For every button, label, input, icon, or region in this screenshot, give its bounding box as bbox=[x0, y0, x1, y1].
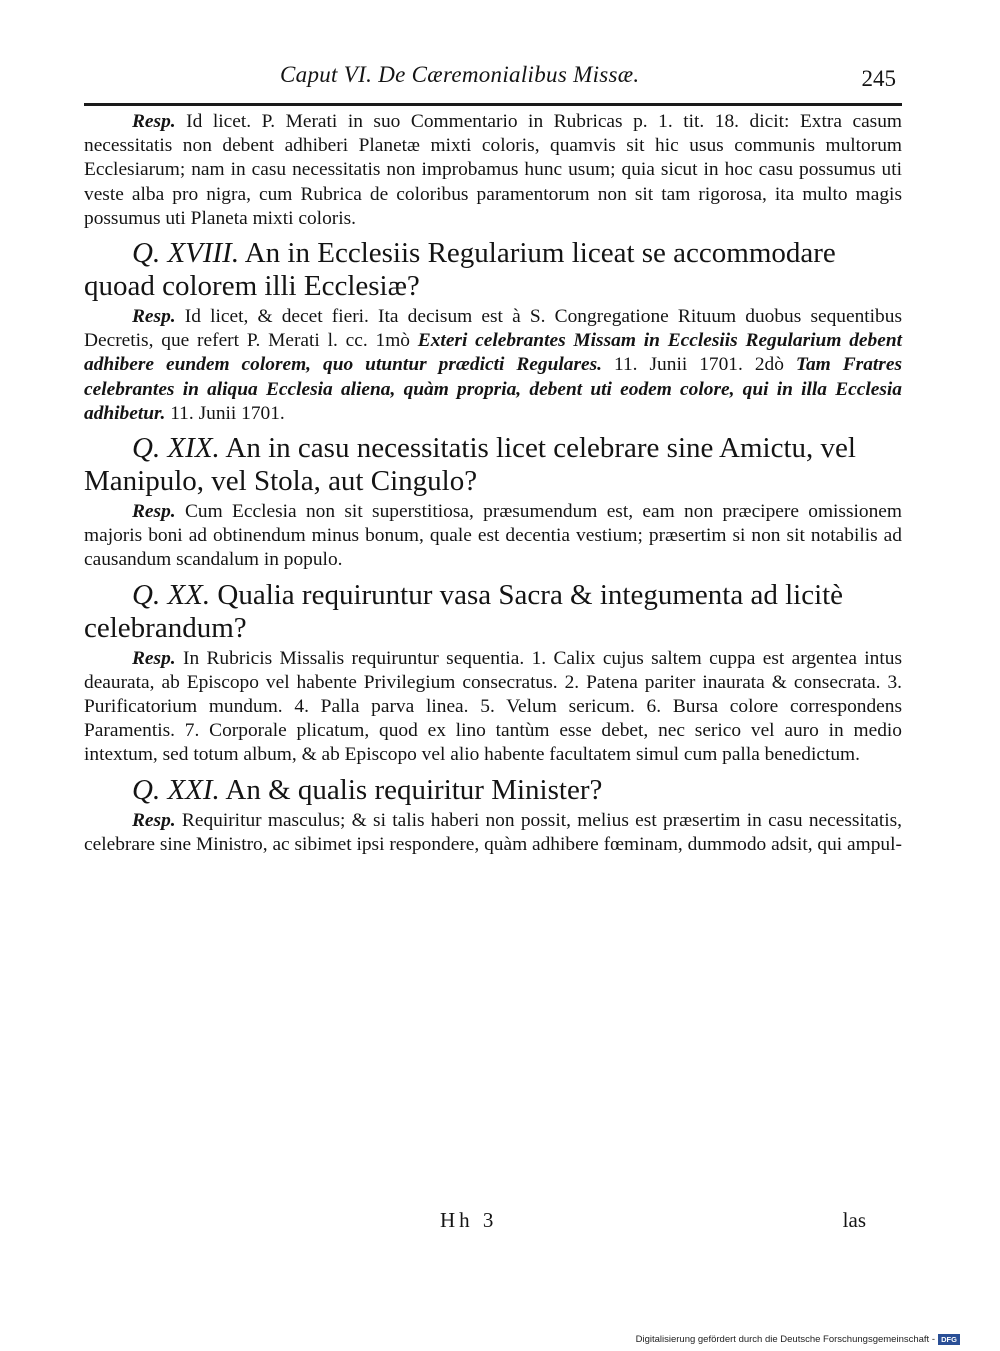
response-text: Id licet. P. Merati in suo Commentario in Rubricas p. 1. tit. 18. dicit: Extra casum necessitatis non debent adhiberi Planetæ mixti coloris, quamvis sit hic usus communis multorum Ecclesiarum; nam in casu necessitatis non improbamus hunc usum; quia sicut in hoc casu possumus uti veste alba pro nigra, cum Rubrica de coloribus paramentorum non sit tam rigorosa, ita multo magis possumus uti Planeta mixti coloris. bbox=[84, 111, 902, 229]
response-label: Resp. bbox=[132, 809, 176, 831]
page-footer bbox=[84, 1208, 902, 1236]
question-number: Q. XXI. bbox=[132, 773, 220, 806]
question-number: Q. XVIII. bbox=[132, 237, 240, 270]
response-paragraph bbox=[84, 647, 902, 768]
credit-text: Digitalisierung gefördert durch die Deutsche Forschungsgemeinschaft - bbox=[635, 1334, 935, 1346]
question-text: An & qualis requiritur Minister? bbox=[219, 773, 603, 806]
response-text: Cum Ecclesia non sit superstitiosa, præsumendum est, eam non præcipere omissionem majoris boni ad obtinendum minus bonum, quale est decentia vestium; præsertim si non sit notabilis ad causandum scandalum in populo. bbox=[84, 501, 902, 571]
header-rule bbox=[84, 103, 902, 106]
decree-citation: Tam Fratres celebrantes in aliqua Ecclesia aliena, quàm propria, debent uti eodem colore, qui in illa Ecclesia adhibetur. bbox=[84, 354, 903, 424]
response-text: 11. Junii 1701. bbox=[165, 402, 285, 424]
question-number: Q. XIX. bbox=[132, 432, 220, 465]
response-text: Requiritur masculus; & si talis haberi non possit, melius est præsertim in casu necessitatis, celebrare sine Ministro, ac sibimet ipsi respondere, quàm adhibere fœminam, dummodo adsit, qui ampul- bbox=[84, 809, 902, 855]
question-number: Q. XX. bbox=[132, 578, 211, 611]
page-number: 245 bbox=[861, 66, 896, 91]
catchword: las bbox=[842, 1208, 866, 1232]
page-body bbox=[84, 110, 902, 857]
response-paragraph bbox=[84, 305, 902, 426]
response-text: 11. Junii 1701. 2dò bbox=[602, 354, 796, 376]
response-paragraph bbox=[84, 809, 902, 857]
response-label: Resp. bbox=[132, 111, 176, 132]
response-paragraph bbox=[84, 500, 902, 573]
question-text: Qualia requiruntur vasa Sacra & integumenta ad licitè celebrandum? bbox=[84, 578, 844, 644]
response-text: In Rubricis Missalis requiruntur sequentia. 1. Calix cujus saltem cuppa est argentea intus deaurata, ab Episcopo vel habente Privilegium consecratus. 2. Patena pariter inaurata & consecrata. 3. Purificatorium mundum. 4. Palla parva linea. 5. Velum sericum. 6. Bursa colore correspondens Paramentis. 7. Corporale plicatum, quod ex lino tantùm esse debet, nec serico vel auro in medio intextum, sed totum album, & ab Episcopo vel alio habente facultatem simul cum palla benedictum. bbox=[84, 647, 902, 766]
response-label: Resp. bbox=[132, 501, 176, 523]
response-label: Resp. bbox=[132, 647, 176, 669]
page-header bbox=[84, 62, 904, 98]
question-text: An in casu necessitatis licet celebrare sine Amictu, vel Manipulo, vel Stola, aut Cingulo? bbox=[84, 432, 856, 498]
question-heading bbox=[84, 579, 902, 645]
signature-mark: Hh 3 bbox=[440, 1208, 498, 1232]
response-text: Id licet, & decet fieri. Ita decisum est à S. Congregatione Rituum duobus sequentibus Decretis, que refert P. Merati l. cc. 1mò bbox=[84, 306, 902, 352]
response-paragraph bbox=[84, 110, 902, 231]
response-label: Resp. bbox=[132, 306, 176, 328]
digitization-credit bbox=[636, 1334, 960, 1345]
running-title: Caput VI. De Cæremonialibus Missæ. bbox=[280, 62, 640, 87]
question-heading bbox=[84, 432, 902, 498]
decree-citation: Exteri celebrantes Missam in Ecclesiis Regularium debent adhibere eundem colorem, quo utuntur prædicti Regulares. bbox=[84, 330, 902, 376]
question-heading bbox=[84, 237, 902, 303]
question-text: An in Ecclesiis Regularium liceat se accommodare quoad colorem illi Ecclesiæ? bbox=[84, 237, 836, 303]
question-heading bbox=[84, 774, 902, 807]
dfg-logo: DFG bbox=[938, 1334, 960, 1345]
